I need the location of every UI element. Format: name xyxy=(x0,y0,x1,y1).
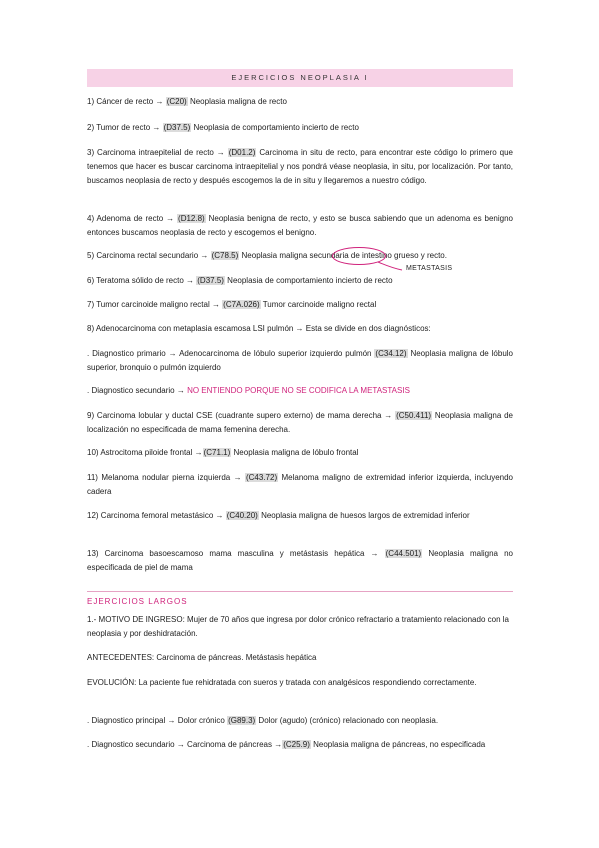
icd-code: (C78.5) xyxy=(211,251,239,260)
icd-code: (D37.5) xyxy=(163,123,191,132)
item-text: 2) Tumor de recto → xyxy=(87,123,163,132)
item-description: Neoplasia maligna de páncreas, no especificada xyxy=(310,740,486,749)
long-exercise-item xyxy=(87,676,513,690)
icd-code: (C25.9) xyxy=(283,740,310,749)
long-exercise-item xyxy=(87,738,513,752)
item-text: . Diagnostico primario → Adenocarcinoma de lóbulo superior izquierdo pulmón xyxy=(87,349,375,358)
icd-code: (C71.1) xyxy=(203,448,231,457)
annotation-circle xyxy=(332,247,386,265)
exercise-item xyxy=(87,347,513,375)
icd-code: (C20) xyxy=(166,97,187,106)
item-text: 5) Carcinoma rectal secundario → xyxy=(87,251,211,260)
item-text: 8) Adenocarcinoma con metaplasia escamosa LSI pulmón → Esta se divide en dos diagnósticos: xyxy=(87,324,431,333)
icd-code: (C50.411) xyxy=(396,411,432,420)
exercise-item xyxy=(87,121,513,135)
item-description: Neoplasia maligna de recto xyxy=(187,97,287,106)
icd-code: (C34.12) xyxy=(375,349,407,358)
item-text: 1) Cáncer de recto → xyxy=(87,97,166,106)
exercise-item xyxy=(87,249,513,263)
icd-code: (C44.501) xyxy=(385,549,422,558)
exercise-item xyxy=(87,509,513,523)
long-exercise-item xyxy=(87,651,513,665)
item-text: 3) Carcinoma intraepitelial de recto → xyxy=(87,148,228,157)
annotation-text: METASTASIS xyxy=(406,265,453,272)
item-description: Neoplasia maligna de lóbulo superior, bronquio o pulmón izquierdo xyxy=(87,349,514,372)
item-description: Neoplasia de comportamiento incierto de recto xyxy=(224,276,393,285)
item-text: 6) Teratoma sólido de recto → xyxy=(87,276,197,285)
exercise-item xyxy=(87,146,513,188)
exercise-item xyxy=(87,95,513,109)
item-description: Neoplasia benigna de recto, y esto se busca sabiendo que un adenoma es benigno entonces buscamos neoplasia de recto y escogemos el benigno. xyxy=(87,214,513,237)
item-text: 7) Tumor carcinoide maligno rectal → xyxy=(87,300,223,309)
icd-code: (C43.72) xyxy=(245,473,278,482)
item-description: Melanoma maligno de extremidad inferior izquierda, incluyendo cadera xyxy=(87,473,513,496)
icd-code: (C40.20) xyxy=(226,511,258,520)
highlight-note: NO ENTIENDO PORQUE NO SE CODIFICA LA METASTASIS xyxy=(187,386,410,395)
exercise-item xyxy=(87,384,513,398)
item-description: Neoplasia maligna de lóbulo frontal xyxy=(231,448,359,457)
item-description: Dolor (agudo) (crónico) relacionado con neoplasia. xyxy=(256,716,439,725)
exercise-item xyxy=(87,446,513,460)
item-text: 1.- MOTIVO DE INGRESO: Mujer de 70 años que ingresa por dolor crónico refractario a tratamiento relacionado con la neoplasia y por deshidratación. xyxy=(87,615,509,638)
item-description: Neoplasia de comportamiento incierto de recto xyxy=(191,123,359,132)
icd-code: (D12.8) xyxy=(178,214,205,223)
item-description: Carcinoma in situ de recto, para encontrar este código lo primero que tenemos que hacer es buscar carcinoma intraepitelial y nos pondrá véase neoplasia, in situ, por localización. Por tanto, buscamos neoplasia de recto y después escogemos la de in situ y llegaremos a nuestro código. xyxy=(87,148,513,185)
item-description: Neoplasia maligna de huesos largos de extremidad inferior xyxy=(258,511,470,520)
item-text: ANTECEDENTES: Carcinoma de páncreas. Metástasis hepática xyxy=(87,653,317,662)
long-exercise-item xyxy=(87,613,513,641)
item-text: 11) Melanoma nodular pierna izquierda → xyxy=(87,473,245,482)
long-exercise-item xyxy=(87,714,513,728)
item-text: . Diagnostico principal → Dolor crónico xyxy=(87,716,228,725)
item-text: 9) Carcinoma lobular y ductal CSE (cuadrante supero externo) de mama derecha → xyxy=(87,411,396,420)
item-text: . Diagnostico secundario → xyxy=(87,386,188,395)
icd-code: (G89.3) xyxy=(228,716,256,725)
icd-code: (D01.2) xyxy=(228,148,256,157)
item-description: Neoplasia maligna no especificada de piel de mama xyxy=(87,549,513,572)
item-description: Neoplasia maligna de localización no especificada de mama femenina derecha. xyxy=(87,411,513,434)
exercise-item xyxy=(87,409,513,437)
icd-code: (C7A.026) xyxy=(223,300,260,309)
exercise-item xyxy=(87,212,513,240)
page-title: EJERCICIOS NEOPLASIA I xyxy=(87,69,513,87)
item-text: 10) Astrocitoma piloide frontal → xyxy=(87,448,203,457)
item-text: . Diagnostico secundario → Carcinoma de páncreas → xyxy=(87,740,283,749)
section-divider xyxy=(87,591,513,592)
item-text: 13) Carcinoma basoescamoso mama masculina y metástasis hepática → xyxy=(87,549,385,558)
item-text: EVOLUCIÓN: La paciente fue rehidratada con sueros y tratada con analgésicos respondiendo correctamente. xyxy=(87,678,477,687)
section-title: EJERCICIOS LARGOS xyxy=(87,597,188,606)
exercise-item xyxy=(87,322,513,336)
item-description: Tumor carcinoide maligno rectal xyxy=(260,300,377,309)
item-description: Neoplasia maligna secundaria de intestino grueso y recto. xyxy=(239,251,447,260)
icd-code: (D37.5) xyxy=(197,276,224,285)
exercise-item xyxy=(87,274,513,288)
exercise-item xyxy=(87,298,513,312)
item-text: 4) Adenoma de recto → xyxy=(87,214,178,223)
exercise-item xyxy=(87,471,513,499)
item-text: 12) Carcinoma femoral metastásico → xyxy=(87,511,226,520)
exercise-item xyxy=(87,547,513,575)
